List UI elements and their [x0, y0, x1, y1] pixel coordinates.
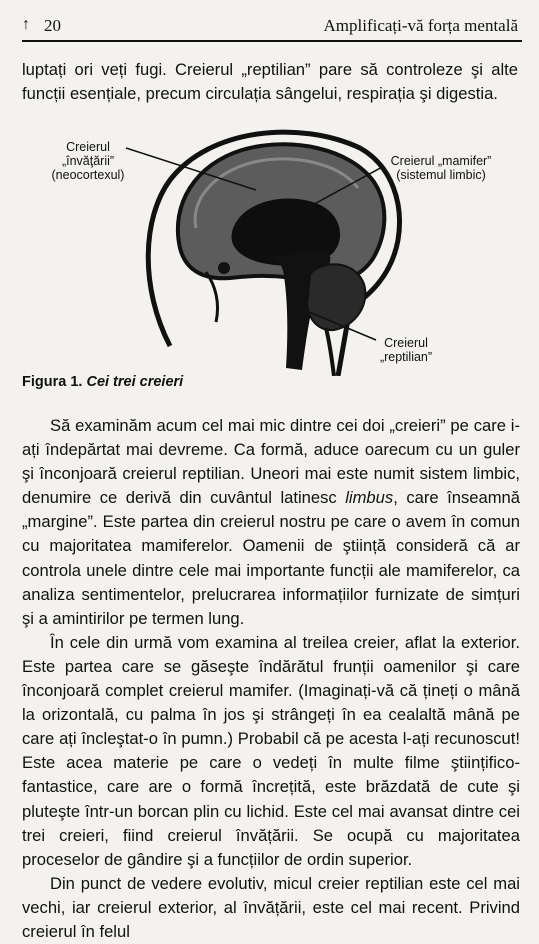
label-reptilian: Creierul „reptilian” [379, 336, 433, 364]
paragraph-2: În cele din urmă vom examina al treilea creier, aflat la exterior. Este partea care se găseşte îndărătul frunții oamenilor şi care înconjoară complet creierul mamifer. (Imaginați-vă că țineți o mână la orizontală, cu palma în jos şi strângeți în ea cealaltă mână pe care ați încleştat-o în pumn.) Probabil că pe acesta l-ați recunoscut! Este acea materie pe care o vedeți în multe filme ştiințifico-fantastice, care are o formă încrețită, este brăzdată de cute şi pluteşte într-un borcan plin cu lichid. Este cel mai avansat dintre cei trei creieri, fiind creierul învățării. Se ocupă cu majoritatea proceselor de gândire şi a funcțiilor de ordin superior. [22, 632, 520, 869]
body-text [22, 414, 520, 944]
page-header [22, 14, 522, 42]
label-neocortex: Creierul „învăţării” (neocortexul) [51, 140, 125, 182]
cerebellum-shape [307, 264, 365, 330]
spinal-cord [326, 328, 334, 376]
figure-caption [22, 374, 183, 390]
intro-paragraph: luptați ori veți fugi. Creierul „reptilian” pare să controleze şi alte funcții esențiale, precum circulația sângelui, respirația şi digestia. [22, 60, 518, 103]
paragraph-3: Din punct de vedere evolutiv, micul creier reptilian este cel mai vechi, iar creierul exterior, al învățării, este cel mai recent. Privind creierul în felul [22, 873, 520, 941]
label-limbic: Creierul „mamifer” (sistemul limbic) [390, 154, 492, 182]
book-title: Amplificați-vă forța mentală [323, 16, 518, 35]
page-number: 20 [44, 16, 61, 35]
caption-prefix: Figura 1. [22, 374, 83, 390]
caption-title: Cei trei creieri [86, 374, 184, 390]
brain-figure [20, 108, 520, 376]
brain-dot [218, 262, 230, 274]
paragraph-1: Să examinăm acum cel mai mic dintre cei doi „creieri” pe care i-ați îndepărtat mai devreme. Ca formă, aduce oarecum cu un guler şi înconjoară creierul reptilian. Uneori mai este numit sistem limbic, denumire ce derivă din cuvântul latinesc limbus, care înseamnă „margine”. Este partea din creierul nostru pe care o avem în comun cu majoritatea mamiferelor. Oamenii de ştiință consideră că ar controla unele dintre cele mai importante funcții ale mamiferelor, ca analiza sentimentelor, prelucrarea informațiilor furnizate de simțuri şi a amintirilor pe termen lung. [22, 416, 520, 628]
page-marker: ↑ [22, 16, 30, 33]
